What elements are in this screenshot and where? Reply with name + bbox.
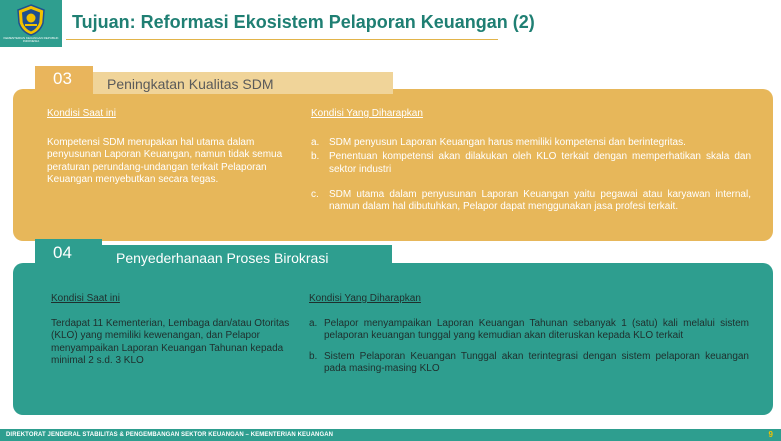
section-04-current-heading: Kondisi Saat ini xyxy=(51,293,120,304)
section-04-current-text: Terdapat 11 Kementerian, Lembaga dan/atau Otoritas (KLO) yang memiliki kewenangan, dan Pelapor menyampaikan Laporan Keuangan Tahunan kepada minimal 2 s.d. 3 KLO xyxy=(51,318,290,366)
section-03-expected-heading: Kondisi Yang Diharapkan xyxy=(311,108,423,119)
footer-text: DIREKTORAT JENDERAL STABILITAS & PENGEMBANGAN SEKTOR KEUANGAN – KEMENTERIAN KEUANGAN xyxy=(6,432,334,438)
list-item-text: Sistem Pelaporan Keuangan Tunggal akan terintegrasi dengan sistem pelaporan keuangan pada masing-masing KLO xyxy=(324,350,749,374)
slide-header xyxy=(0,0,781,47)
section-04-number: 04 xyxy=(35,239,102,267)
list-marker: b. xyxy=(311,151,320,163)
list-item xyxy=(309,351,749,376)
list-item xyxy=(311,151,751,176)
list-item-text: SDM utama dalam penyusunan Laporan Keuangan yaitu pegawai atau karyawan internal, namun dalam hal dibutuhkan, Pelapor dapat menggunakan jasa profesi terkait. xyxy=(329,188,751,213)
section-04-expected-heading: Kondisi Yang Diharapkan xyxy=(309,293,421,304)
list-item xyxy=(309,318,749,343)
section-03-current-text: Kompetensi SDM merupakan hal utama dalam penyusunan Laporan Keuangan, namun tidak semua peraturan perundang-undangan terkait Pelaporan Keuangan menyebutkan secara tegas. xyxy=(47,137,283,185)
section-04-title: Penyederhanaan Proses Birokrasi xyxy=(102,245,392,270)
logo-caption: KEMENTERIAN KEUANGAN REPUBLIK INDONESIA xyxy=(3,36,59,43)
list-marker: a. xyxy=(311,137,320,148)
page-number: 9 xyxy=(768,430,773,439)
title-underline xyxy=(66,39,498,40)
list-item xyxy=(311,189,751,214)
section-04-expected-list xyxy=(309,318,749,375)
list-item-text: Penentuan kompetensi akan dilakukan oleh KLO terkait dengan memperhatikan skala dan sektor industri xyxy=(329,151,751,175)
footer-bar xyxy=(0,429,781,441)
list-marker: c. xyxy=(311,188,319,200)
section-03-number: 03 xyxy=(35,66,93,92)
section-03-expected-list xyxy=(311,137,751,213)
list-item-text: Pelapor menyampaikan Laporan Keuangan Tahunan sebanyak 1 (satu) kali melalui sistem pelaporan keuangan tunggal yang kemudian akan diteruskan kepada KLO terkait xyxy=(324,318,749,342)
logo xyxy=(0,0,62,47)
ministry-emblem-icon xyxy=(14,3,48,37)
list-item xyxy=(311,137,751,149)
page-title: Tujuan: Reformasi Ekosistem Pelaporan Keuangan (2) xyxy=(72,12,535,32)
list-marker: a. xyxy=(309,318,318,329)
section-03-title: Peningkatan Kualitas SDM xyxy=(93,72,393,94)
section-03-current-heading: Kondisi Saat ini xyxy=(47,108,116,119)
list-item-text: SDM penyusun Laporan Keuangan harus memiliki kompetensi dan berintegritas. xyxy=(329,137,686,148)
list-marker: b. xyxy=(309,350,318,362)
